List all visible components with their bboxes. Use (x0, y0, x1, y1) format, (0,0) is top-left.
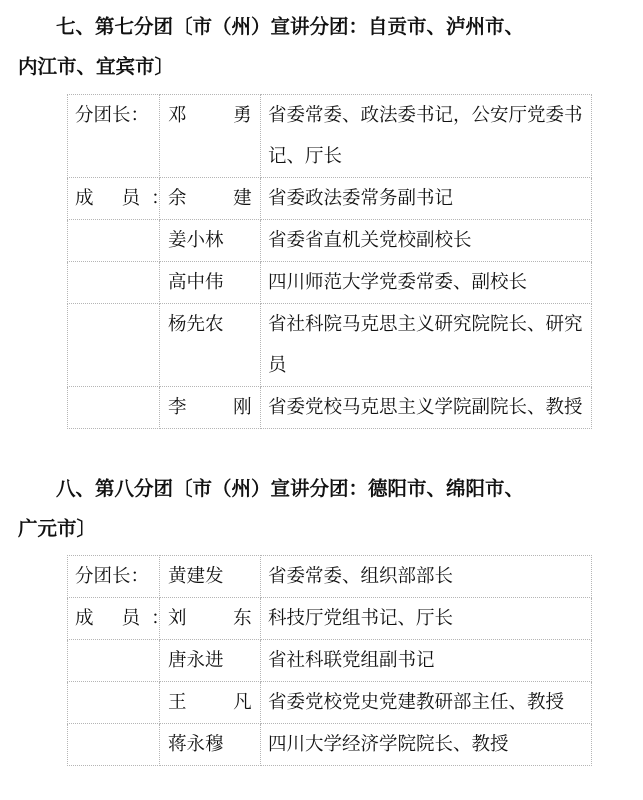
title-cell: 省委省直机关党校副校长 (261, 220, 592, 262)
section-7-roster-table (67, 94, 592, 429)
name-cell: 黄建发 (160, 556, 261, 598)
name-cell: 邓 勇 (160, 95, 261, 178)
name-cell: 杨先农 (160, 304, 261, 387)
role-label: 分团长： (75, 105, 150, 126)
section-7-heading-line1: 七、第七分团〔市（州）宣讲分团：自贡市、泸州市、 (56, 15, 525, 38)
role-cell (68, 304, 160, 387)
title-cell: 省委政法委常务副书记 (261, 178, 592, 220)
table-row (68, 724, 592, 766)
name-cell: 唐永进 (160, 640, 261, 682)
title-cell: 省委常委、组织部部长 (261, 556, 592, 598)
title-cell: 省社科院马克思主义研究院院长、研究员 (261, 304, 592, 387)
table-row (68, 640, 592, 682)
table-row (68, 304, 592, 387)
role-cell (68, 682, 160, 724)
role-label: 分团长： (75, 566, 150, 587)
table-row (68, 262, 592, 304)
role-cell (68, 387, 160, 429)
name-cell: 余 建 (160, 178, 261, 220)
name-cell: 姜小林 (160, 220, 261, 262)
section-8-heading-line2: 广元市〕 (18, 517, 97, 540)
table-row (68, 598, 592, 640)
role-cell (68, 598, 181, 640)
role-label: 成 员： (75, 608, 181, 629)
table-row (68, 556, 592, 598)
table-row (68, 178, 592, 220)
section-8-roster-table (67, 555, 592, 766)
role-cell (68, 262, 160, 304)
name-cell: 王 凡 (160, 682, 261, 724)
section-7 (0, 7, 643, 429)
section-8-heading (0, 469, 643, 549)
title-cell: 科技厅党组书记、厅长 (261, 598, 592, 640)
name-cell: 刘 东 (160, 598, 261, 640)
role-cell (68, 220, 160, 262)
role-cell (68, 95, 160, 178)
role-cell (68, 178, 181, 220)
role-cell (68, 724, 160, 766)
table-row (68, 220, 592, 262)
title-cell: 四川大学经济学院院长、教授 (261, 724, 592, 766)
section-8-heading-line1: 八、第八分团〔市（州）宣讲分团：德阳市、绵阳市、 (56, 477, 525, 500)
table-row (68, 682, 592, 724)
role-cell (68, 556, 160, 598)
table-row (68, 387, 592, 429)
name-cell: 蒋永穆 (160, 724, 261, 766)
table-row (68, 95, 592, 178)
title-cell: 四川师范大学党委常委、副校长 (261, 262, 592, 304)
section-7-heading-line2: 内江市、宜宾市〕 (18, 55, 175, 78)
title-cell: 省委常委、政法委书记，公安厅党委书记、厅长 (261, 95, 592, 178)
name-cell: 高中伟 (160, 262, 261, 304)
section-7-heading (0, 7, 643, 87)
name-cell: 李 刚 (160, 387, 261, 429)
title-cell: 省社科联党组副书记 (261, 640, 592, 682)
role-label: 成 员： (75, 188, 181, 209)
title-cell: 省委党校党史党建教研部主任、教授 (261, 682, 592, 724)
role-cell (68, 640, 160, 682)
section-8 (0, 469, 643, 766)
title-cell: 省委党校马克思主义学院副院长、教授 (261, 387, 592, 429)
